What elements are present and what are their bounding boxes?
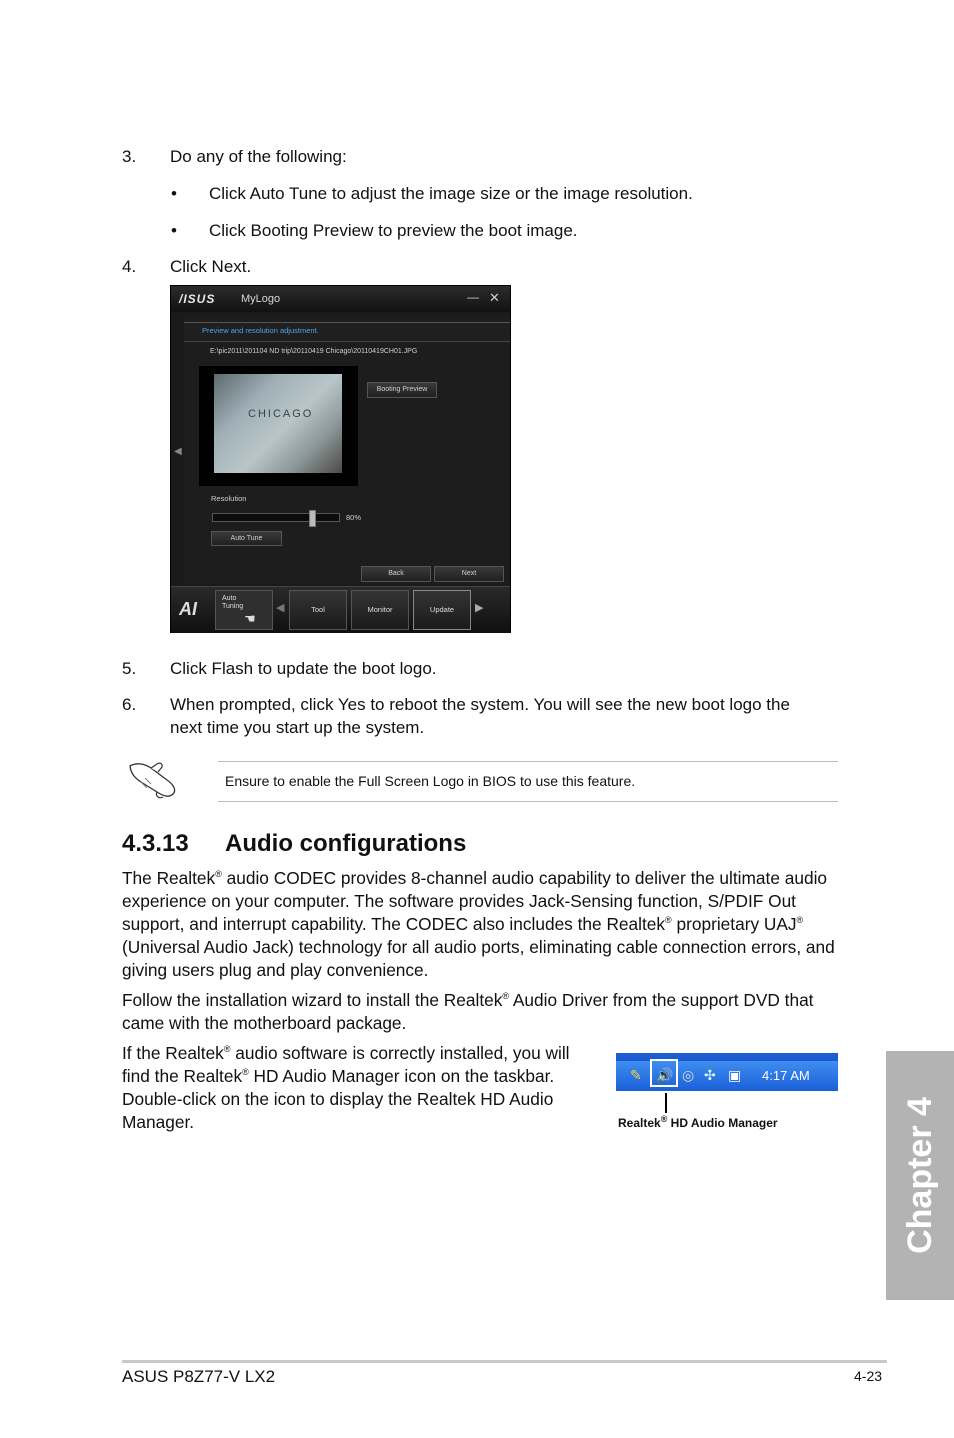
close-icon[interactable]: ✕ xyxy=(489,290,500,305)
update-icon[interactable]: ◎ xyxy=(682,1067,695,1083)
registered-mark: ® xyxy=(223,1044,231,1055)
resolution-slider-thumb[interactable] xyxy=(309,510,316,527)
resolution-label: Resolution xyxy=(211,494,247,503)
minimize-icon[interactable]: — xyxy=(467,290,479,304)
step-text: Click Next. xyxy=(170,257,252,276)
step-number: 4. xyxy=(122,257,137,276)
update-button[interactable]: Update xyxy=(413,590,471,630)
callout-label xyxy=(618,1116,778,1130)
text-run: (Universal Audio Jack) technology for all audio ports, eliminating cable connection errors, and giving users plug and play convenience. xyxy=(122,937,835,980)
auto-tuning-label: Auto Tuning xyxy=(222,595,244,610)
registered-mark: ® xyxy=(215,869,222,880)
back-button[interactable]: Back xyxy=(361,566,431,582)
step-text-line2: next time you start up the system. xyxy=(170,718,425,737)
ai-suite-dock xyxy=(171,586,510,633)
mylogo-panel xyxy=(184,316,510,584)
realtek-hd-audio-manager-icon[interactable]: 🔊 xyxy=(656,1067,674,1083)
text-run: HD Audio Manager xyxy=(667,1116,778,1130)
dock-right-arrow-icon[interactable]: ▶ xyxy=(475,602,484,614)
auto-tuning-button[interactable] xyxy=(215,590,273,630)
registered-mark: ® xyxy=(660,1114,668,1124)
note-divider-top xyxy=(218,761,838,762)
chapter-tab xyxy=(886,1051,954,1300)
ai-suite-logo[interactable]: AI xyxy=(179,599,197,619)
bullet-auto-tune xyxy=(0,182,954,205)
footer-page-number: 4-23 xyxy=(854,1368,883,1384)
image-preview xyxy=(199,366,358,486)
step-5 xyxy=(0,657,954,680)
bullet-mark: • xyxy=(171,221,177,240)
callout-line xyxy=(665,1093,667,1113)
resolution-value: 80% xyxy=(346,513,362,522)
resolution-slider[interactable] xyxy=(212,513,340,522)
text-run: If the Realtek xyxy=(122,1043,224,1063)
security-icon[interactable]: ✣ xyxy=(704,1067,716,1083)
auto-tune-button[interactable]: Auto Tune xyxy=(211,531,282,546)
text-run: proprietary UAJ xyxy=(671,914,797,934)
bullet-text: Click Auto Tune to adjust the image size or the image resolution. xyxy=(209,184,693,203)
step-number: 5. xyxy=(122,659,137,678)
bullet-booting-preview xyxy=(0,219,954,242)
taskbar-tray xyxy=(616,1053,838,1091)
paragraph-realtek-codec xyxy=(122,867,842,982)
left-arrow-icon[interactable]: ◀ xyxy=(174,446,182,457)
text-run: HD Audio Manager icon on the taskbar. Double-click on the icon to display the Realtek HD Audio Manager. xyxy=(122,1066,555,1132)
step-number: 3. xyxy=(122,147,137,166)
next-button[interactable]: Next xyxy=(434,566,504,582)
chapter-tab-label: Chapter 4 xyxy=(900,1097,939,1254)
paragraph-install-wizard xyxy=(122,989,842,1035)
step-text: Click Flash to update the boot logo. xyxy=(170,659,437,678)
section-title: Audio configurations xyxy=(225,830,467,857)
note-divider-bottom xyxy=(218,801,838,802)
note-text: Ensure to enable the Full Screen Logo in BIOS to use this feature. xyxy=(225,773,636,789)
network-icon[interactable]: ✎ xyxy=(630,1067,642,1083)
text-run: audio software is correctly installed, you will find the Realtek xyxy=(122,1043,570,1086)
registered-mark: ® xyxy=(502,991,510,1002)
tool-button[interactable]: Tool xyxy=(289,590,347,630)
asus-logo: /ISUS xyxy=(179,292,216,306)
bullet-text: Click Booting Preview to preview the boot image. xyxy=(209,221,578,240)
tray-clock: 4:17 AM xyxy=(762,1068,810,1083)
pointer-hand-icon: ☚ xyxy=(244,611,256,626)
bullet-mark: • xyxy=(171,184,177,203)
registered-mark: ® xyxy=(665,915,672,926)
step-6 xyxy=(0,693,954,739)
footer-product-name: ASUS P8Z77-V LX2 xyxy=(122,1367,276,1386)
step-3 xyxy=(0,145,954,168)
panel-header xyxy=(184,322,510,342)
panel-header-text: Preview and resolution adjustment. xyxy=(202,326,319,335)
app-title: MyLogo xyxy=(241,293,281,305)
dock-left-arrow-icon[interactable]: ◀ xyxy=(276,602,285,614)
text-run: The Realtek xyxy=(122,868,216,888)
text-run: Follow the installation wizard to install the Realtek xyxy=(122,990,503,1010)
registered-mark: ® xyxy=(796,915,804,926)
step-4 xyxy=(0,255,954,278)
mylogo-titlebar xyxy=(171,286,510,312)
step-text-line1: When prompted, click Yes to reboot the system. You will see the new boot logo the xyxy=(170,695,790,714)
booting-preview-button[interactable]: Booting Preview xyxy=(367,382,437,398)
monitor-button[interactable]: Monitor xyxy=(351,590,409,630)
step-number: 6. xyxy=(122,695,137,714)
media-icon[interactable]: ▣ xyxy=(728,1067,742,1083)
chapter-tab-label-wrap xyxy=(886,1051,954,1300)
text-run: Audio Driver from the support DVD that came with the motherboard package. xyxy=(122,990,814,1033)
paragraph-taskbar-icon xyxy=(122,1042,592,1134)
note-hand-icon xyxy=(127,756,179,800)
step-text: Do any of the following: xyxy=(170,147,347,166)
text-run: audio CODEC provides 8-channel audio capability to deliver the ultimate audio experience on your computer. The software provides Jack-Sensing function, S/PDIF Out support, and interrupt capability. The CODEC also includes the Realtek xyxy=(122,868,828,934)
registered-mark: ® xyxy=(242,1067,249,1078)
file-path: E:\pic2011\201104 ND trip\20110419 Chicago\20110419CH01.JPG xyxy=(210,348,418,355)
preview-photo xyxy=(214,374,342,473)
text-run: Realtek xyxy=(618,1116,661,1130)
mylogo-window xyxy=(170,285,511,633)
footer-divider xyxy=(122,1360,887,1363)
photo-caption: CHICAGO xyxy=(248,408,314,420)
section-number: 4.3.13 xyxy=(122,830,189,857)
